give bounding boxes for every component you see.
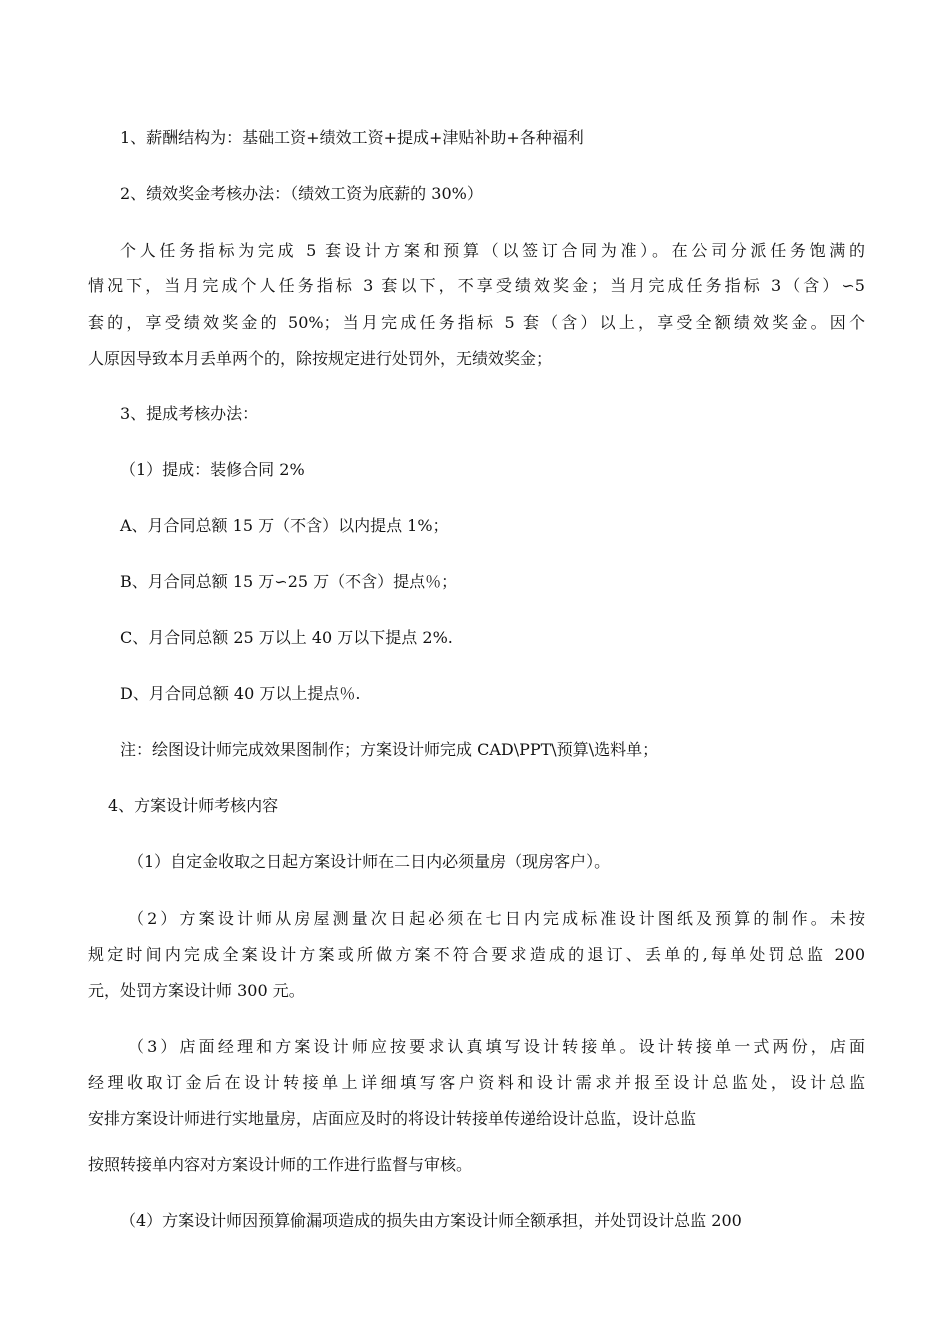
commission-tier-d: D、月合同总额 40 万以上提点％. (120, 684, 361, 703)
designer-assessment-heading: 4、方案设计师考核内容 (108, 796, 279, 815)
commission-note: 注：绘图设计师完成效果图制作；方案设计师完成 CAD\PPT\预算\选料单； (120, 740, 659, 759)
assessment-item-3-line-4: 按照转接单内容对方案设计师的工作进行监督与审核。 (88, 1155, 473, 1174)
task-paragraph-line-1: 个人任务指标为完成 5 套设计方案和预算（以签订合同为准）。在公司分派任务饱满的 (120, 241, 865, 260)
commission-tier-a: A、月合同总额 15 万（不含）以内提点 1%； (120, 516, 449, 535)
assessment-item-1: （1）自定金收取之日起方案设计师在二日内必须量房（现房客户）。 (128, 852, 611, 871)
salary-structure-line: 1、薪酬结构为：基础工资+绩效工资+提成+津贴补助+各种福利 (120, 128, 584, 147)
assessment-item-2-line-3: 元，处罚方案设计师 300 元。 (88, 981, 305, 1000)
commission-tier-b: B、月合同总额 15 万∽25 万（不含）提点％； (120, 572, 458, 591)
performance-bonus-heading: 2、绩效奖金考核办法：（绩效工资为底薪的 30%） (120, 184, 483, 203)
assessment-item-3-line-1: （3）店面经理和方案设计师应按要求认真填写设计转接单。设计转接单一式两份，店面 (128, 1037, 865, 1056)
commission-tier-c: C、月合同总额 25 万以上 40 万以下提点 2%. (120, 628, 453, 647)
assessment-item-2-line-1: （2）方案设计师从房屋测量次日起必须在七日内完成标准设计图纸及预算的制作。未按 (128, 909, 865, 928)
task-paragraph-line-2: 情况下，当月完成个人任务指标 3 套以下，不享受绩效奖金；当月完成任务指标 3（含）∽5 (88, 276, 865, 295)
commission-item-1: （1）提成：装修合同 2% (120, 460, 305, 479)
assessment-item-3-line-2: 经理收取订金后在设计转接单上详细填写客户资料和设计需求并报至设计总监处，设计总监 (88, 1073, 865, 1092)
task-paragraph-line-4: 人原因导致本月丢单两个的，除按规定进行处罚外，无绩效奖金； (88, 349, 553, 368)
assessment-item-2-line-2: 规定时间内完成全案设计方案或所做方案不符合要求造成的退订、丢单的,每单处罚总监 200 (88, 945, 865, 964)
assessment-item-4: （4）方案设计师因预算偷漏项造成的损失由方案设计师全额承担，并处罚设计总监 200 (120, 1211, 742, 1230)
commission-heading: 3、提成考核办法： (120, 404, 259, 423)
task-paragraph-line-3: 套的，享受绩效奖金的 50%；当月完成任务指标 5 套（含）以上，享受全额绩效奖金。因个 (88, 313, 865, 332)
assessment-item-3-line-3: 安排方案设计师进行实地量房，店面应及时的将设计转接单传递给设计总监，设计总监 (88, 1109, 697, 1128)
